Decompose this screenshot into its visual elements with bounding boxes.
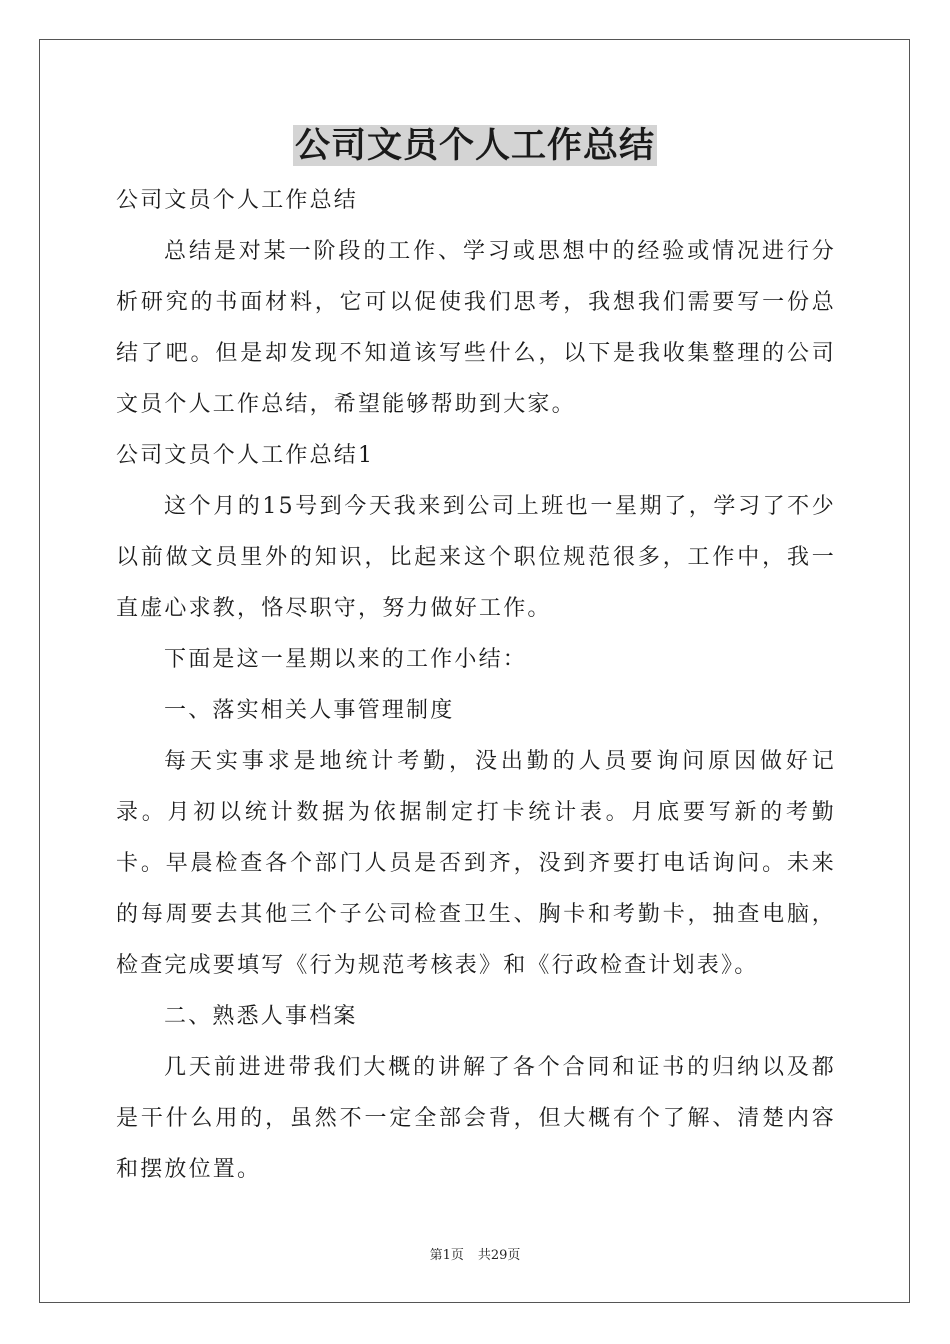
page-footer [0, 1247, 950, 1265]
document-title [0, 121, 950, 171]
page-total: 共29页 [477, 1248, 521, 1263]
body-paragraph: 下面是这一星期以来的工作小结： [164, 647, 528, 672]
subsection-heading: 一、落实相关人事管理制度 [164, 698, 455, 723]
body-paragraph: 这个月的15号到今天我来到公司上班也一星期了，学习了不少以前做文员里外的知识，比起来这个职位规范很多，工作中，我一直虚心求教，恪尽职守，努力做好工作。 [116, 494, 836, 621]
body-paragraph: 每天实事求是地统计考勤，没出勤的人员要询问原因做好记录。月初以统计数据为依据制定打卡统计表。月底要写新的考勤卡。早晨检查各个部门人员是否到齐，没到齐要打电话询问。未来的每周要去其他三个子公司检查卫生、胸卡和考勤卡，抽查电脑，检查完成要填写《行为规范考核表》和《行政检查计划表》。 [116, 749, 836, 978]
section-heading: 公司文员个人工作总结1 [116, 443, 375, 468]
page-number: 第1页 [429, 1248, 464, 1263]
body-paragraph: 总结是对某一阶段的工作、学习或思想中的经验或情况进行分析研究的书面材料，它可以促使我们思考，我想我们需要写一份总结了吧。但是却发现不知道该写些什么，以下是我收集整理的公司文员个人工作总结，希望能够帮助到大家。 [116, 239, 836, 417]
document-body [116, 175, 836, 1195]
subsection-heading: 二、熟悉人事档案 [164, 1004, 358, 1029]
document-title-text: 公司文员个人工作总结 [294, 125, 655, 166]
section-heading: 公司文员个人工作总结 [116, 188, 359, 213]
body-paragraph: 几天前进进带我们大概的讲解了各个合同和证书的归纳以及都是干什么用的，虽然不一定全部会背，但大概有个了解、清楚内容和摆放位置。 [116, 1055, 836, 1182]
